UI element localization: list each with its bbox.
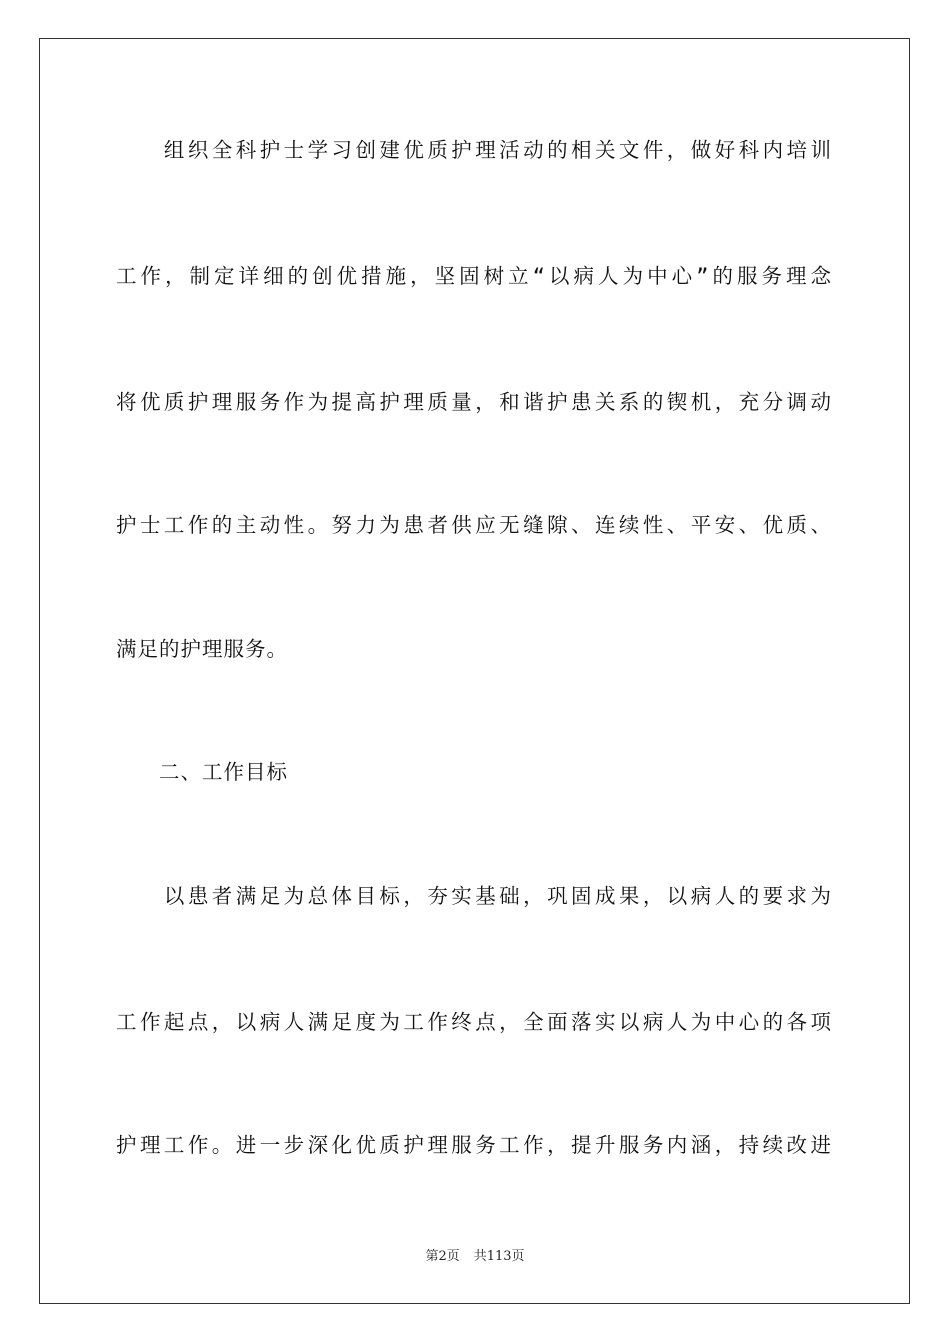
paragraph-line-3: 将优质护理服务作为提高护理质量，和谐护患关系的锲机，充分调动 bbox=[116, 390, 832, 414]
page-total: 共113页 bbox=[473, 1249, 525, 1264]
paragraph-line-7: 工作起点，以病人满足度为工作终点，全面落实以病人为中心的各项 bbox=[116, 1010, 832, 1034]
paragraph-line-6: 以患者满足为总体目标，夯实基础，巩固成果，以病人的要求为 bbox=[116, 884, 832, 908]
section-heading: 二、工作目标 bbox=[116, 760, 288, 784]
paragraph-line-1: 组织全科护士学习创建优质护理活动的相关文件，做好科内培训 bbox=[116, 138, 832, 162]
paragraph-line-5: 满足的护理服务。 bbox=[116, 637, 288, 661]
paragraph-line-4: 护士工作的主动性。努力为患者供应无缝隙、连续性、平安、优质、 bbox=[116, 513, 832, 537]
paragraph-line-2: 工作，制定详细的创优措施，坚固树立“以病人为中心”的服务理念 bbox=[116, 264, 832, 288]
page-number: 第2页 bbox=[425, 1249, 460, 1264]
paragraph-line-8: 护理工作。进一步深化优质护理服务工作，提升服务内涵，持续改进 bbox=[116, 1133, 832, 1157]
page-border bbox=[39, 38, 910, 1304]
page-footer bbox=[0, 1245, 950, 1264]
